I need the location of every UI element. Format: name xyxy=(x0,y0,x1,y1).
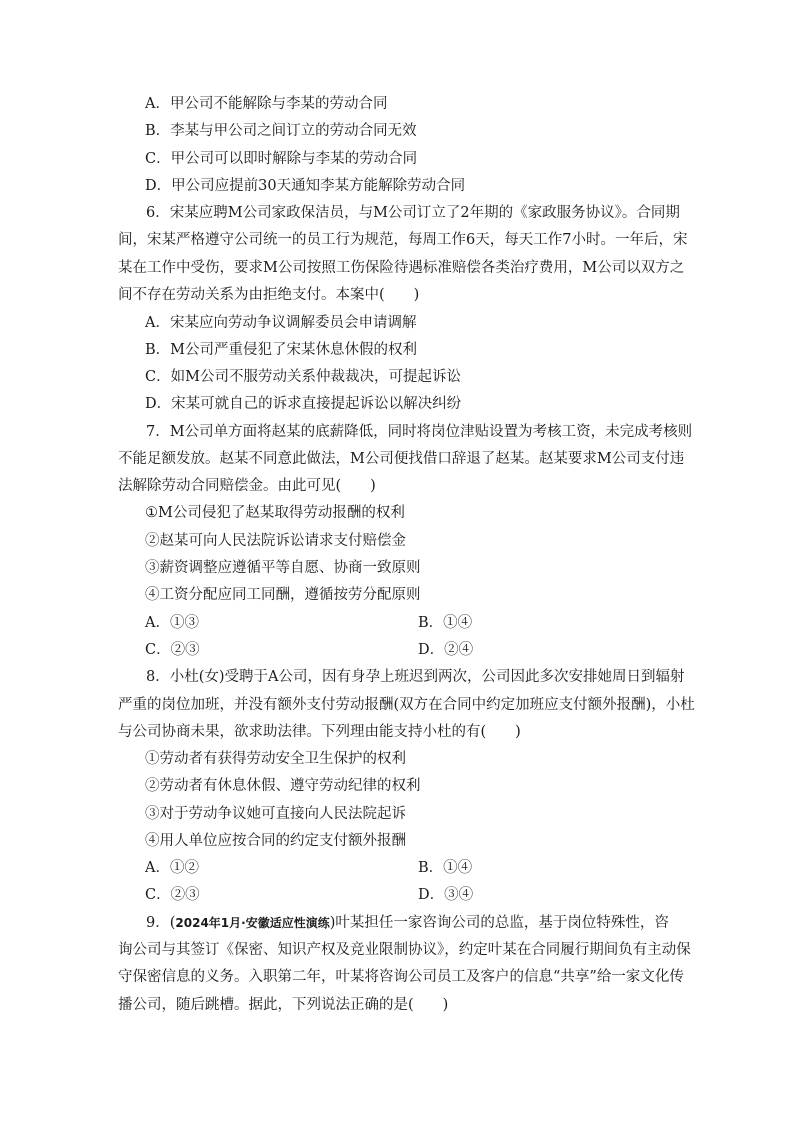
q8-choice-c: C．②③ xyxy=(145,887,200,903)
q9-stem-line-4: 播公司，随后跳槽。据此，下列说法正确的是( ) xyxy=(118,997,449,1013)
q7-choice-a: A．①③ xyxy=(145,615,199,631)
q5-option-a: A．甲公司不能解除与李某的劳动合同 xyxy=(145,96,388,112)
q5-option-b: B．李某与甲公司之间订立的劳动合同无效 xyxy=(145,123,417,139)
q6-stem-line-1: 6．宋某应聘M公司家政保洁员，与M公司订立了2年期的《家政服务协议》。合同期 xyxy=(146,205,680,221)
q5-option-c: C．甲公司可以即时解除与李某的劳动合同 xyxy=(145,151,418,167)
q6-option-d: D．宋某可就自己的诉求直接提起诉讼以解决纠纷 xyxy=(145,396,462,412)
q5-option-d: D．甲公司应提前30天通知李某方能解除劳动合同 xyxy=(145,178,466,194)
q7-choice-b: B．①④ xyxy=(418,615,473,631)
q8-item-1: ①劳动者有获得劳动安全卫生保护的权利 xyxy=(145,751,406,767)
q7-item-2: ②赵某可向人民法院诉讼请求支付赔偿金 xyxy=(145,533,406,549)
q9-number: 9．( xyxy=(146,915,176,931)
q7-item-4: ④工资分配应同工同酬，遵循按劳分配原则 xyxy=(145,587,421,603)
q7-item-3: ③薪资调整应遵循平等自愿、协商一致原则 xyxy=(145,560,421,576)
q9-stem-start: )叶某担任一家咨询公司的总监，基于岗位特殊性，咨 xyxy=(329,915,669,931)
q8-choice-d: D．③④ xyxy=(418,887,474,903)
q9-stem-line-2: 询公司与其签订《保密、知识产权及竞业限制协议》，约定叶某在合同履行期间负有主动保 xyxy=(118,942,691,958)
q6-stem-line-2: 间，宋某严格遵守公司统一的员工行为规范，每周工作6天，每天工作7小时。一年后，宋 xyxy=(118,232,688,248)
q6-option-b: B．M公司严重侵犯了宋某休息休假的权利 xyxy=(145,342,418,358)
q8-item-4: ④用人单位应按合同的约定支付额外报酬 xyxy=(145,833,406,849)
q7-stem-line-2: 不能足额发放。赵某不同意此做法，M公司便找借口辞退了赵某。赵某要求M公司支付违 xyxy=(118,451,685,467)
q6-stem-line-3: 某在工作中受伤，要求M公司按照工伤保险待遇标准赔偿各类治疗费用，M公司以双方之 xyxy=(118,260,685,276)
q8-item-2: ②劳动者有休息休假、遵守劳动纪律的权利 xyxy=(145,778,421,794)
q8-stem-line-2: 严重的岗位加班，并没有额外支付劳动报酬(双方在合同中约定加班应支付额外报酬)，小杜 xyxy=(118,697,695,713)
q9-stem-line-3: 守保密信息的义务。入职第二年，叶某将咨询公司员工及客户的信息“共享”给一家文化传 xyxy=(118,969,684,985)
q7-stem-line-1: 7．M公司单方面将赵某的底薪降低，同时将岗位津贴设置为考核工资，未完成考核则 xyxy=(146,424,693,440)
q8-choice-a: A．①② xyxy=(145,860,199,876)
q8-stem-line-1: 8．小杜(女)受聘于A公司，因有身孕上班迟到两次，公司因此多次安排她周日到辐射 xyxy=(146,669,685,685)
q6-option-c: C．如M公司不服劳动关系仲裁裁决，可提起诉讼 xyxy=(145,369,461,385)
q8-choice-b: B．①④ xyxy=(418,860,473,876)
q8-stem-line-3: 与公司协商未果，欲求助法律。下列理由能支持小杜的有( ) xyxy=(118,724,521,740)
q9-stem-line-1 xyxy=(146,913,678,933)
q7-stem-line-3: 法解除劳动合同赔偿金。由此可见( ) xyxy=(118,478,376,494)
q7-choice-d: D．②④ xyxy=(418,642,474,658)
q6-stem-line-4: 间不存在劳动关系为由拒绝支付。本案中( ) xyxy=(118,287,420,303)
q8-item-3: ③对于劳动争议她可直接向人民法院起诉 xyxy=(145,806,406,822)
q7-choice-c: C．②③ xyxy=(145,642,200,658)
q6-option-a: A．宋某应向劳动争议调解委员会申请调解 xyxy=(145,315,417,331)
q7-item-1: ①M公司侵犯了赵某取得劳动报酬的权利 xyxy=(145,505,405,521)
q9-source: 2024年1月·安徽适应性演练 xyxy=(175,916,330,930)
